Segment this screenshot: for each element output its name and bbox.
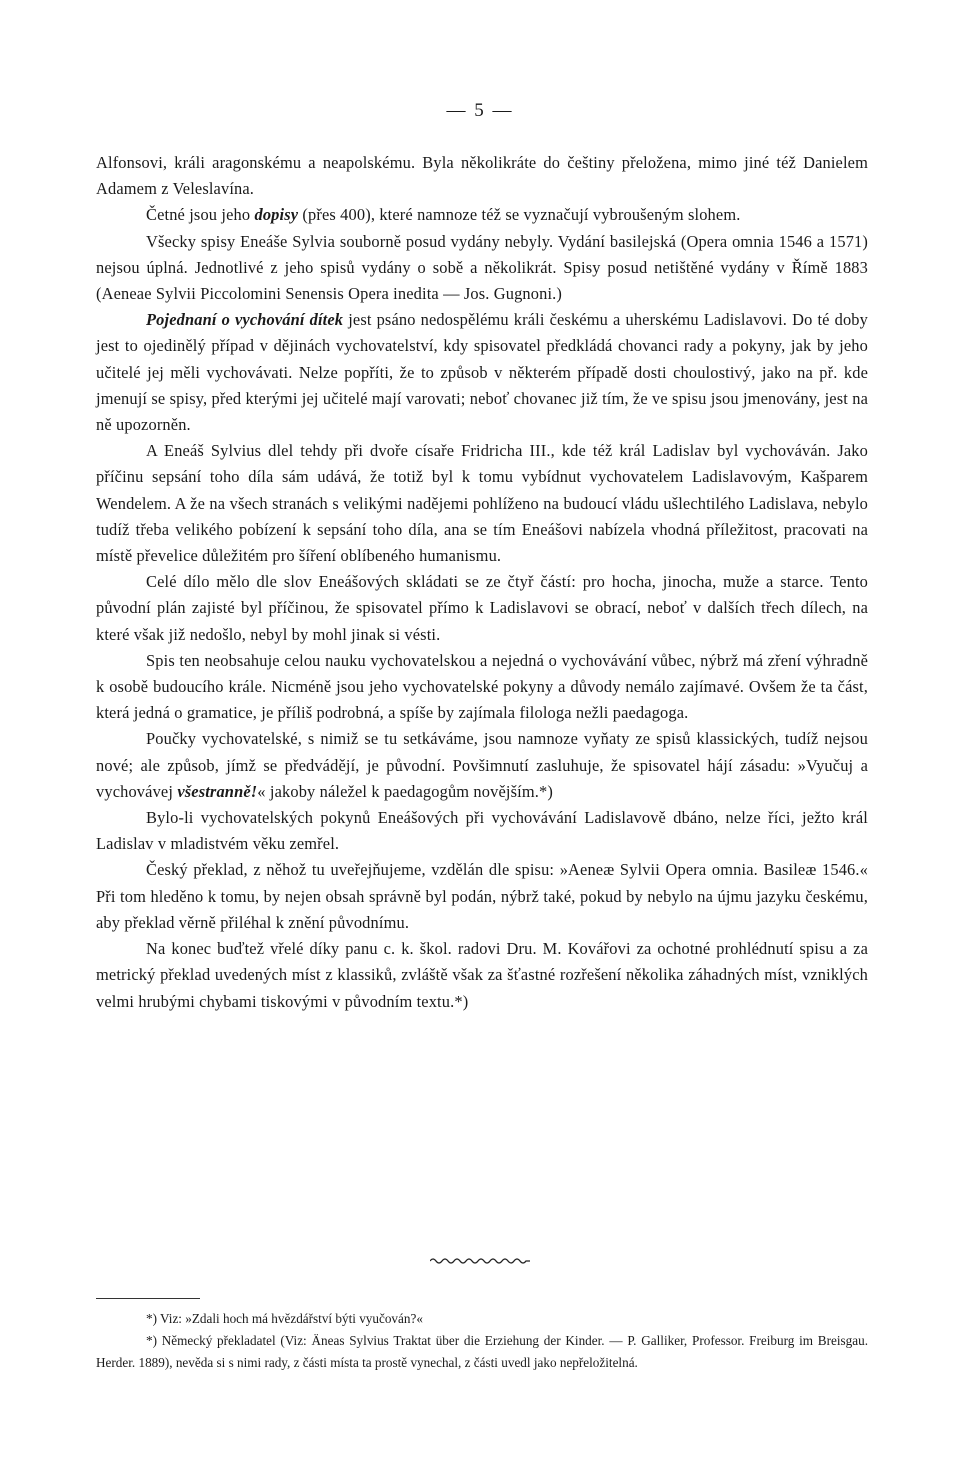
paragraph-text: Bylo-li vychovatelských pokynů Eneášových při vychovávání Ladislavově dbáno, nelze říci, ježto král Ladislav v mladistvém věku zemřel.	[96, 808, 868, 854]
paragraph-text: « jakoby náležel k paedagogům novějším.*)	[257, 781, 553, 801]
paragraph	[96, 229, 868, 308]
footnotes	[96, 1308, 868, 1374]
paragraph-text: Četné jsou jeho	[146, 205, 255, 225]
ornament-flourish	[430, 1254, 530, 1266]
paragraph	[96, 307, 868, 438]
paragraph	[96, 438, 868, 569]
paragraph	[96, 648, 868, 727]
paragraph-text: Alfonsovi, králi aragonskému a neapolskému. Byla několikráte do češtiny přeložena, mimo jiné též Danielem Adamem z Veleslavína.	[96, 153, 868, 199]
paragraph-text: (přes 400), které namnoze též se vyznačují vybroušeným slohem.	[298, 205, 741, 225]
body-text	[96, 150, 868, 1015]
paragraph	[96, 202, 868, 228]
page-number: — 5 —	[446, 100, 514, 121]
emphasized-title: Pojednaní o vychování dítek	[146, 310, 344, 330]
paragraph-text: Celé dílo mělo dle slov Eneášových skládati se ze čtyř částí: pro hocha, jinocha, muže a starce. Tento původní plán zajisté byl příčinou, že spisovatel přímo k Ladislavovi se obrací, neboť v dalších třech dílech, na které však již nedošlo, nebyl by mohl jinak si vésti.	[96, 572, 868, 644]
paragraph-text: Na konec buďtež vřelé díky panu c. k. škol. radovi Dru. M. Kovářovi za ochotné prohlédnutí spisu a za metrický překlad uvedených míst z klassiků, zvláště však za šťastné rozřešení několika záhadných míst, vzniklých velmi hrubými chybami tiskovými v původním textu.*)	[96, 939, 868, 1011]
paragraph	[96, 569, 868, 648]
footnote: *) Viz: »Zdali hoch má hvězdářství býti vyučován?«	[146, 1311, 423, 1326]
paragraph	[96, 726, 868, 805]
paragraph-text: A Eneáš Sylvius dlel tehdy při dvoře císaře Fridricha III., kde též král Ladislav byl vychováván. Jako příčinu sepsání toho díla sám udává, že totiž byl k tomu vybídnut vychovatelem Ladislavovým, Kašparem Wendelem. A že na všech stranách s velikými nadějemi pohlíženo na budoucí vládu ušlechtilého Ladislava, nebylo tudíž třeba velikého pobízení k sepsání toho díla, ana se tím Eneášovi nabízela vhodná příležitost, pracovati na místě převelice důležitém pro šíření oblíbeného humanismu.	[96, 441, 868, 566]
emphasized-term: dopisy	[254, 205, 299, 225]
paragraph-text: Všecky spisy Eneáše Sylvia souborně posud vydány nebyly. Vydání basilejská (Opera omnia 1546 a 1571) nejsou úplná. Jednotlivé z jeho spisů vydány o sobě a několikrát. Spisy posud netištěné vydány v Římě 1883 (Aeneae Sylvii Piccolomini Senensis Opera inedita — Jos. Gugnoni.)	[96, 231, 868, 304]
footnote: *) Německý překladatel (Viz: Äneas Sylvius Traktat über die Erziehung der Kinder. — P. Galliker, Professor. Freiburg im Breisgau. Herder. 1889), nevěda si s nimi rady, z části místa ta prostě vynechal, z části uvedl jako nepřeložitelná.	[96, 1333, 868, 1370]
paragraph-text: Český překlad, z něhož tu uveřejňujeme, vzdělán dle spisu: »Aeneæ Sylvii Opera omnia. Basileæ 1546.« Při tom hleděno k tomu, by nejen obsah správně byl podán, nýbrž také, pokud by nebylo na újmu jazyku českému, aby překlad věrně přiléhal k znění původnímu.	[96, 860, 868, 932]
paragraph	[96, 150, 868, 202]
footnote-divider	[96, 1298, 200, 1299]
paragraph	[96, 857, 868, 936]
paragraph	[96, 936, 868, 1015]
emphasized-term: všestranně!	[177, 781, 258, 801]
paragraph	[96, 805, 868, 857]
paragraph-text: Poučky vychovatelské, s nimiž se tu setkáváme, jsou namnoze vyňaty ze spisů klassických, tudíž nejsou nové; ale způsob, jímž se předvádějí, je původní. Povšimnutí zasluhuje, že spisovatel hájí zásadu: »Vyučuj a vychovávej	[96, 729, 868, 801]
paragraph-text: jest psáno nedospělému králi českému a uherskému Ladislavovi. Do té doby jest to ojedinělý případ v dějinách vychovatelství, kdy spisovatel předkládá chovanci rady a pokyny, jak by jeho učitelé jej měli vychovávati. Nelze popříti, že to způsob v některém případě dosti choulostivý, jako na př. kde jmenují se spisy, před kterými jej učitelé mají varovati; neboť chovanec již tím, že ve spisu jsou jmenovány, jest na ně upozorněn.	[96, 310, 868, 435]
paragraph-text: Spis ten neobsahuje celou nauku vychovatelskou a nejedná o vychovávání vůbec, nýbrž má zření výhradně k osobě budoucího krále. Nicméně jsou jeho vychovatelské pokyny a důvody nemálo zajímavé. Ovšem že ta část, která jedná o gramatice, je příliš podrobná, a spíše by zajímala filologa nežli paedagoga.	[96, 650, 868, 723]
